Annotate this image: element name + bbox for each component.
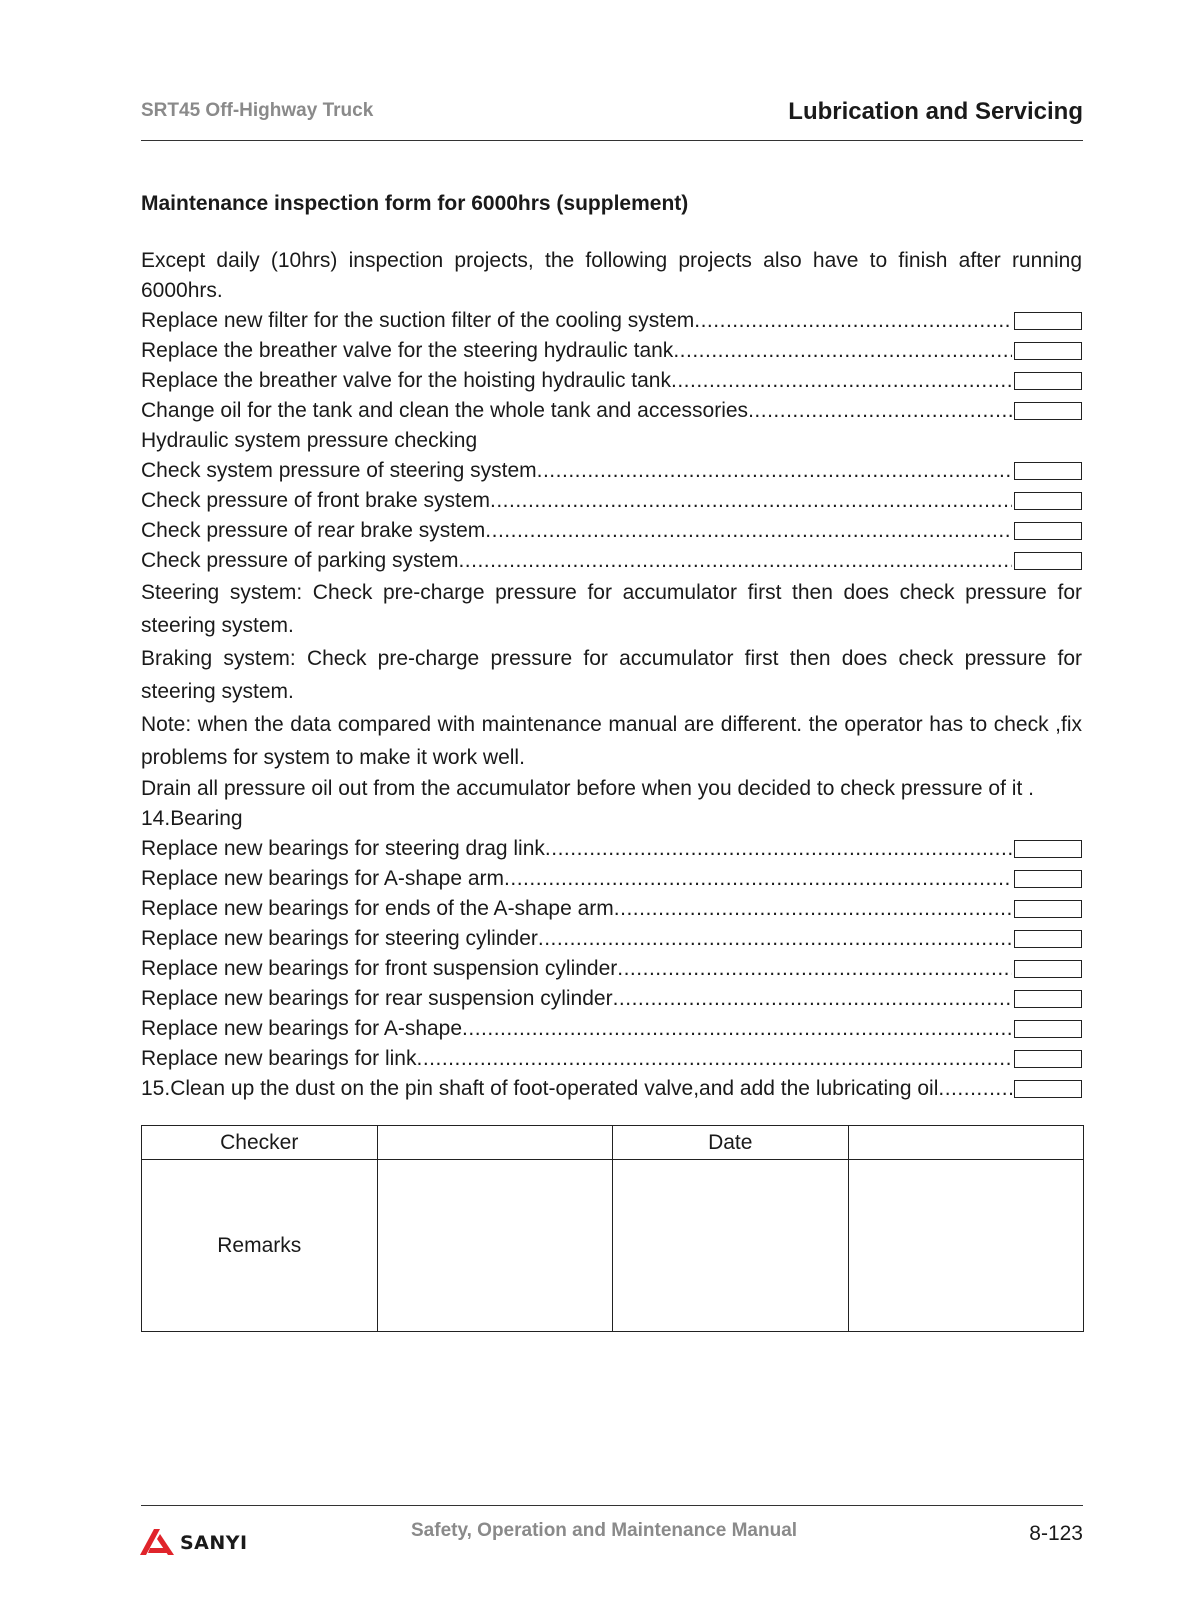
checklist-item-label: Replace new bearings for steering drag link [141,837,545,860]
checker-label: Checker [142,1126,378,1160]
remarks-field[interactable] [848,1160,1084,1332]
check-box[interactable] [1014,342,1082,360]
date-field[interactable] [848,1126,1084,1160]
checklist-item-label: Replace new bearings for rear suspension cylinder [141,987,613,1010]
checklist-item-label: Replace new bearings for front suspension cylinder [141,957,618,980]
checklist-item [141,834,1082,864]
dot-leader [694,306,1012,336]
checklist-item-label: Check pressure of rear brake system [141,519,486,542]
dot-leader [504,864,1012,894]
dot-leader [613,984,1012,1014]
checklist-item [141,894,1082,924]
check-box[interactable] [1014,462,1082,480]
braking-note: Braking system: Check pre-charge pressure for accumulator first then does check pressure for steering system. [141,647,1082,703]
header-document-name: SRT45 Off-Highway Truck [141,100,374,121]
dot-leader [462,1014,1012,1044]
checklist-item [141,924,1082,954]
check-box[interactable] [1014,492,1082,510]
sanyi-logo [140,1528,248,1558]
check-box[interactable] [1014,930,1082,948]
checklist-item-label: Replace new bearings for ends of the A-shape arm [141,897,614,920]
check-box[interactable] [1014,1020,1082,1038]
checklist-item [141,864,1082,894]
header-divider [141,140,1083,141]
check-box[interactable] [1014,840,1082,858]
dot-leader [671,366,1012,396]
checklist-item-label: Check system pressure of steering system [141,459,537,482]
dot-leader [617,954,1012,984]
checklist-item-label: Replace new bearings for A-shape [141,1017,463,1040]
checklist-item [141,516,1082,546]
check-box[interactable] [1014,1050,1082,1068]
footer-manual-title: Safety, Operation and Maintenance Manual [411,1520,798,1541]
check-box[interactable] [1014,312,1082,330]
dot-leader [673,336,1012,366]
checklist-item-label: 15.Clean up the dust on the pin shaft of foot-operated valve,and add the lubricating oil [141,1077,939,1100]
dot-leader [538,924,1012,954]
steering-note: Steering system: Check pre-charge pressure for accumulator first then does check pressure for steering system. [141,581,1082,637]
signoff-table [141,1125,1084,1332]
section-heading-hydraulic: Hydraulic system pressure checking [141,429,478,452]
check-box[interactable] [1014,960,1082,978]
page-number: 8-123 [1029,1522,1083,1545]
check-box[interactable] [1014,402,1082,420]
checklist-item [141,456,1082,486]
checklist-item-label: Replace the breather valve for the steering hydraulic tank [141,339,674,362]
dot-leader [458,546,1012,576]
section-heading-bearing: 14.Bearing [141,807,243,830]
dot-leader [614,894,1012,924]
check-box[interactable] [1014,990,1082,1008]
checker-field[interactable] [377,1126,613,1160]
remarks-label: Remarks [142,1160,378,1332]
logo-mark-base [148,1548,167,1553]
dot-leader [938,1074,1012,1104]
checklist-item [141,1014,1082,1044]
general-note: Note: when the data compared with maintenance manual are different. the operator has to check ,fix problems for system to make it work well. [141,713,1082,769]
page-title: Maintenance inspection form for 6000hrs (supplement) [141,192,689,215]
checklist-item [141,1044,1082,1074]
check-box[interactable] [1014,900,1082,918]
date-label: Date [613,1126,849,1160]
checklist-item [141,954,1082,984]
checklist-item [141,336,1082,366]
dot-leader [537,456,1012,486]
footer-divider [141,1505,1083,1506]
checklist-item [141,366,1082,396]
checklist-item-label: Replace new bearings for A-shape arm [141,867,505,890]
checklist-item-label: Check pressure of parking system [141,549,459,572]
intro-paragraph: Except daily (10hrs) inspection projects, the following projects also have to finish after running 6000hrs. [141,249,1082,302]
remarks-field[interactable] [377,1160,613,1332]
check-box[interactable] [1014,1080,1082,1098]
header-section-title: Lubrication and Servicing [788,98,1083,125]
checklist-item [141,1074,1082,1104]
checklist-item-label: Replace new filter for the suction filter of the cooling system [141,309,695,332]
check-box[interactable] [1014,522,1082,540]
checklist-item [141,546,1082,576]
remarks-field[interactable] [613,1160,849,1332]
logo-text: SANYI [180,1532,248,1554]
dot-leader [748,396,1012,426]
checklist-item [141,984,1082,1014]
inspection-list [141,246,1082,1104]
check-box[interactable] [1014,372,1082,390]
dot-leader [416,1044,1012,1074]
checklist-item [141,306,1082,336]
checklist-item-label: Replace new bearings for steering cylinder [141,927,538,950]
checklist-item [141,486,1082,516]
sanyi-logo-icon [140,1528,174,1558]
checklist-item-label: Check pressure of front brake system [141,489,490,512]
check-box[interactable] [1014,870,1082,888]
dot-leader [545,834,1012,864]
checklist-item-label: Replace the breather valve for the hoisting hydraulic tank [141,369,671,392]
dot-leader [490,486,1012,516]
check-box[interactable] [1014,552,1082,570]
drain-note: Drain all pressure oil out from the accumulator before when you decided to check pressure of it . [141,777,1034,800]
checklist-item-label: Change oil for the tank and clean the whole tank and accessories [141,399,749,422]
dot-leader [485,516,1012,546]
checklist-item [141,396,1082,426]
checklist-item-label: Replace new bearings for link [141,1047,417,1070]
